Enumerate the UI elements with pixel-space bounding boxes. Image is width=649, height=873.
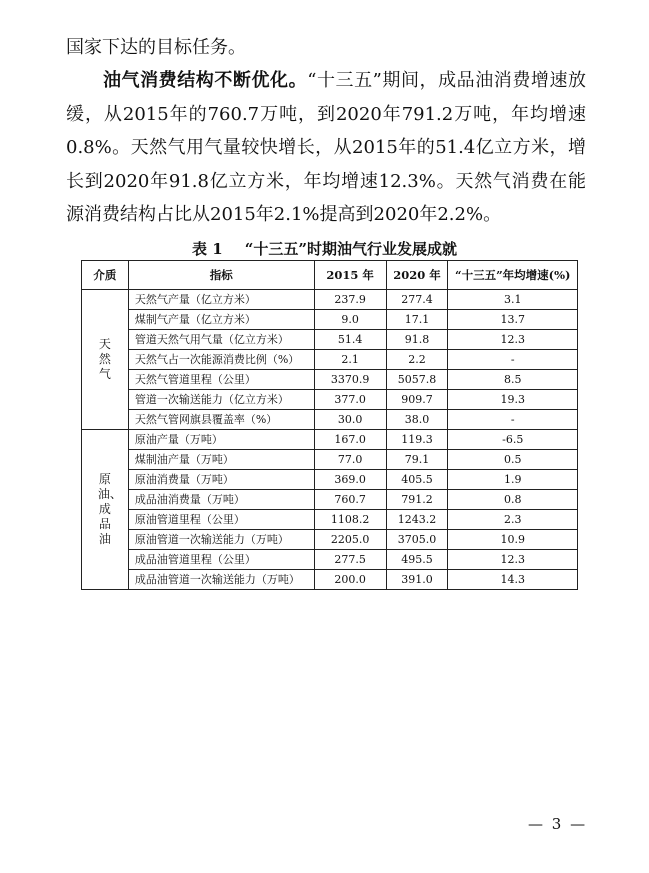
value-2015-cell: 237.9 bbox=[314, 290, 386, 310]
table-row bbox=[82, 310, 578, 330]
indicator-cell: 天然气管道里程（公里） bbox=[128, 370, 314, 390]
indicator-cell: 成品油管道里程（公里） bbox=[128, 550, 314, 570]
growth-cell: 2.3 bbox=[448, 510, 578, 530]
value-2015-cell: 3370.9 bbox=[314, 370, 386, 390]
value-2020-cell: 391.0 bbox=[386, 570, 448, 590]
value-2020-cell: 79.1 bbox=[386, 450, 448, 470]
indicator-cell: 煤制油产量（万吨） bbox=[128, 450, 314, 470]
value-2015-cell: 369.0 bbox=[314, 470, 386, 490]
table-row bbox=[82, 510, 578, 530]
indicator-cell: 成品油管道一次输送能力（万吨） bbox=[128, 570, 314, 590]
body-paragraph bbox=[66, 64, 586, 232]
indicator-cell: 原油管道一次输送能力（万吨） bbox=[128, 530, 314, 550]
growth-cell: - bbox=[448, 350, 578, 370]
page-number: — 3 — bbox=[528, 815, 588, 833]
value-2020-cell: 3705.0 bbox=[386, 530, 448, 550]
growth-cell: 1.9 bbox=[448, 470, 578, 490]
table-row bbox=[82, 570, 578, 590]
value-2020-cell: 91.8 bbox=[386, 330, 448, 350]
indicator-cell: 原油产量（万吨） bbox=[128, 430, 314, 450]
value-2020-cell: 405.5 bbox=[386, 470, 448, 490]
paragraph-lead-heading: 油气消费结构不断优化。 bbox=[103, 70, 308, 91]
value-2020-cell: 38.0 bbox=[386, 410, 448, 430]
category-cell bbox=[82, 290, 129, 430]
growth-cell: 13.7 bbox=[448, 310, 578, 330]
category-label: 原油、成品油 bbox=[97, 472, 122, 546]
header-2020: 2020 年 bbox=[386, 261, 448, 290]
value-2020-cell: 1243.2 bbox=[386, 510, 448, 530]
value-2015-cell: 277.5 bbox=[314, 550, 386, 570]
value-2015-cell: 200.0 bbox=[314, 570, 386, 590]
indicator-cell: 原油管道里程（公里） bbox=[128, 510, 314, 530]
table-row bbox=[82, 550, 578, 570]
table-row bbox=[82, 290, 578, 310]
growth-cell: - bbox=[448, 410, 578, 430]
table-row bbox=[82, 390, 578, 410]
table-row bbox=[82, 350, 578, 370]
header-medium: 介质 bbox=[82, 261, 129, 290]
growth-cell: 14.3 bbox=[448, 570, 578, 590]
value-2015-cell: 760.7 bbox=[314, 490, 386, 510]
growth-cell: 0.8 bbox=[448, 490, 578, 510]
table-row bbox=[82, 430, 578, 450]
achievements-table bbox=[81, 260, 578, 590]
growth-cell: 19.3 bbox=[448, 390, 578, 410]
value-2020-cell: 909.7 bbox=[386, 390, 448, 410]
category-label: 天然气 bbox=[98, 337, 111, 381]
table-row bbox=[82, 450, 578, 470]
growth-cell: 3.1 bbox=[448, 290, 578, 310]
indicator-cell: 天然气占一次能源消费比例（%） bbox=[128, 350, 314, 370]
value-2015-cell: 2205.0 bbox=[314, 530, 386, 550]
value-2015-cell: 51.4 bbox=[314, 330, 386, 350]
growth-cell: -6.5 bbox=[448, 430, 578, 450]
value-2020-cell: 5057.8 bbox=[386, 370, 448, 390]
table-row bbox=[82, 410, 578, 430]
table-number: 表 1 bbox=[192, 240, 223, 258]
growth-cell: 8.5 bbox=[448, 370, 578, 390]
table-row bbox=[82, 490, 578, 510]
value-2015-cell: 9.0 bbox=[314, 310, 386, 330]
body-text-line: 国家下达的目标任务。 bbox=[66, 37, 246, 58]
header-indicator: 指标 bbox=[128, 261, 314, 290]
table-title: “十三五”时期油气行业发展成就 bbox=[244, 240, 457, 258]
table-row bbox=[82, 330, 578, 350]
table-header-row bbox=[82, 261, 578, 290]
paragraph-text: “十三五”期间，成品油消费增速放缓，从2015年的760.7万吨，到2020年791.2万吨，年均增速0.8%。天然气用气量较快增长，从2015年的51.4亿立方米，增长到2020年91.8亿立方米，年均增速12.3%。天然气消费在能源消费结构占比从2015年2.1%提高到2020年2.2%。 bbox=[66, 70, 587, 225]
value-2015-cell: 167.0 bbox=[314, 430, 386, 450]
indicator-cell: 管道一次输送能力（亿立方米） bbox=[128, 390, 314, 410]
value-2015-cell: 377.0 bbox=[314, 390, 386, 410]
indicator-cell: 管道天然气用气量（亿立方米） bbox=[128, 330, 314, 350]
indicator-cell: 成品油消费量（万吨） bbox=[128, 490, 314, 510]
growth-cell: 10.9 bbox=[448, 530, 578, 550]
value-2015-cell: 77.0 bbox=[314, 450, 386, 470]
indicator-cell: 煤制气产量（亿立方米） bbox=[128, 310, 314, 330]
table-row bbox=[82, 470, 578, 490]
value-2020-cell: 2.2 bbox=[386, 350, 448, 370]
value-2020-cell: 119.3 bbox=[386, 430, 448, 450]
value-2020-cell: 17.1 bbox=[386, 310, 448, 330]
header-growth: “十三五”年均增速(%) bbox=[448, 261, 578, 290]
indicator-cell: 天然气管网旗县覆盖率（%） bbox=[128, 410, 314, 430]
value-2020-cell: 277.4 bbox=[386, 290, 448, 310]
indicator-cell: 天然气产量（亿立方米） bbox=[128, 290, 314, 310]
growth-cell: 12.3 bbox=[448, 330, 578, 350]
table-row bbox=[82, 370, 578, 390]
value-2015-cell: 30.0 bbox=[314, 410, 386, 430]
indicator-cell: 原油消费量（万吨） bbox=[128, 470, 314, 490]
value-2015-cell: 1108.2 bbox=[314, 510, 386, 530]
value-2020-cell: 495.5 bbox=[386, 550, 448, 570]
header-2015: 2015 年 bbox=[314, 261, 386, 290]
growth-cell: 12.3 bbox=[448, 550, 578, 570]
table-row bbox=[82, 530, 578, 550]
category-cell bbox=[82, 430, 129, 590]
table-caption bbox=[0, 238, 649, 259]
value-2015-cell: 2.1 bbox=[314, 350, 386, 370]
value-2020-cell: 791.2 bbox=[386, 490, 448, 510]
growth-cell: 0.5 bbox=[448, 450, 578, 470]
